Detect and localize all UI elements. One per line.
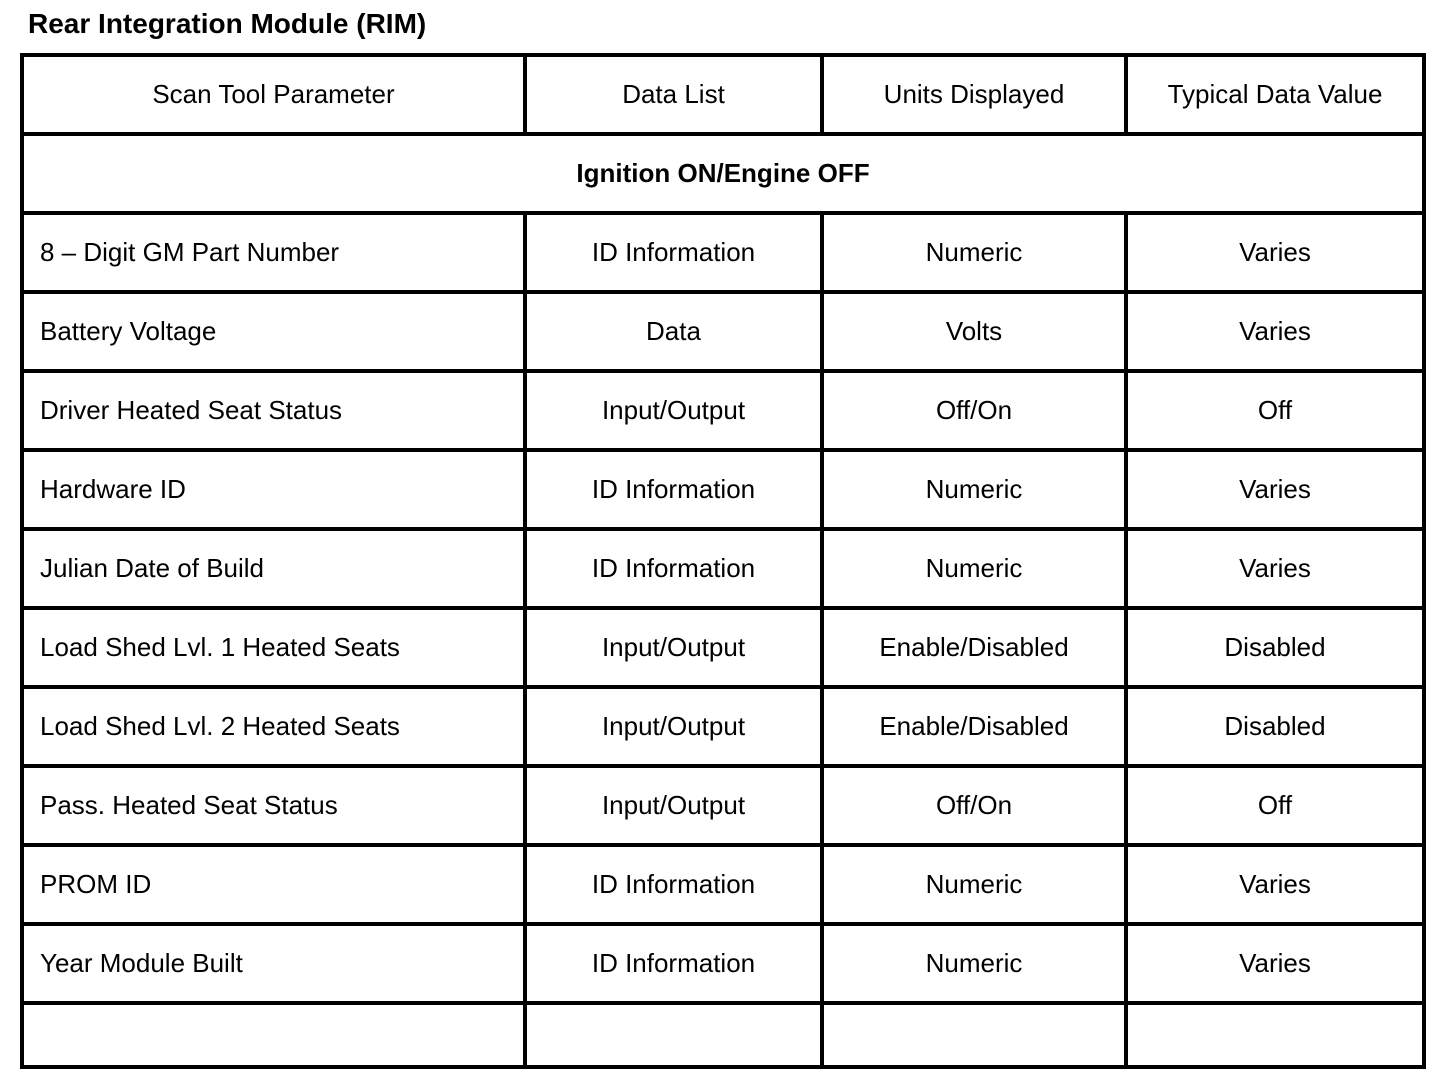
- table-row-partial: [22, 1003, 1424, 1067]
- cell-data-list: ID Information: [525, 529, 822, 608]
- cell-data-list: ID Information: [525, 450, 822, 529]
- cell-units-displayed: Numeric: [822, 845, 1126, 924]
- section-row: [22, 134, 1424, 213]
- cell-units-displayed: Volts: [822, 292, 1126, 371]
- column-header-scan-tool-parameter: Scan Tool Parameter: [22, 55, 525, 134]
- cell-typical-data-value: Varies: [1126, 292, 1424, 371]
- cell-typical-data-value: Disabled: [1126, 608, 1424, 687]
- cell-typical-data-value: Varies: [1126, 529, 1424, 608]
- cell-scan-tool-parameter: Load Shed Lvl. 1 Heated Seats: [22, 608, 525, 687]
- table-header-row: [22, 55, 1424, 134]
- cell-units-displayed: Off/On: [822, 766, 1126, 845]
- cell-typical-data-value: Varies: [1126, 213, 1424, 292]
- table-row: [22, 845, 1424, 924]
- cell-data-list: ID Information: [525, 213, 822, 292]
- cell-units-displayed: Numeric: [822, 450, 1126, 529]
- table-row: [22, 608, 1424, 687]
- table-row: [22, 450, 1424, 529]
- cell-scan-tool-parameter: PROM ID: [22, 845, 525, 924]
- cell-typical-data-value: Varies: [1126, 450, 1424, 529]
- table-row: [22, 529, 1424, 608]
- cell-empty: [22, 1003, 525, 1067]
- cell-units-displayed: Numeric: [822, 213, 1126, 292]
- rim-data-table: [20, 53, 1426, 1069]
- cell-typical-data-value: Off: [1126, 766, 1424, 845]
- cell-units-displayed: Numeric: [822, 924, 1126, 1003]
- table-row: [22, 371, 1424, 450]
- cell-typical-data-value: Varies: [1126, 845, 1424, 924]
- cell-data-list: Input/Output: [525, 687, 822, 766]
- cell-data-list: Data: [525, 292, 822, 371]
- cell-units-displayed: Enable/Disabled: [822, 687, 1126, 766]
- table-row: [22, 766, 1424, 845]
- cell-empty: [1126, 1003, 1424, 1067]
- column-header-data-list: Data List: [525, 55, 822, 134]
- cell-data-list: Input/Output: [525, 608, 822, 687]
- cell-data-list: Input/Output: [525, 766, 822, 845]
- table-row: [22, 687, 1424, 766]
- cell-scan-tool-parameter: Driver Heated Seat Status: [22, 371, 525, 450]
- column-header-typical-data-value: Typical Data Value: [1126, 55, 1424, 134]
- cell-empty: [822, 1003, 1126, 1067]
- cell-scan-tool-parameter: Load Shed Lvl. 2 Heated Seats: [22, 687, 525, 766]
- cell-data-list: ID Information: [525, 924, 822, 1003]
- cell-units-displayed: Off/On: [822, 371, 1126, 450]
- cell-scan-tool-parameter: 8 – Digit GM Part Number: [22, 213, 525, 292]
- table-row: [22, 292, 1424, 371]
- cell-typical-data-value: Off: [1126, 371, 1424, 450]
- cell-units-displayed: Numeric: [822, 529, 1126, 608]
- cell-units-displayed: Enable/Disabled: [822, 608, 1126, 687]
- page-title: Rear Integration Module (RIM): [28, 8, 427, 39]
- cell-scan-tool-parameter: Year Module Built: [22, 924, 525, 1003]
- column-header-units-displayed: Units Displayed: [822, 55, 1126, 134]
- cell-empty: [525, 1003, 822, 1067]
- cell-data-list: Input/Output: [525, 371, 822, 450]
- cell-typical-data-value: Varies: [1126, 924, 1424, 1003]
- cell-data-list: ID Information: [525, 845, 822, 924]
- cell-scan-tool-parameter: Julian Date of Build: [22, 529, 525, 608]
- cell-scan-tool-parameter: Hardware ID: [22, 450, 525, 529]
- section-header-label: Ignition ON/Engine OFF: [22, 134, 1424, 213]
- table-row: [22, 213, 1424, 292]
- table-row: [22, 924, 1424, 1003]
- cell-typical-data-value: Disabled: [1126, 687, 1424, 766]
- cell-scan-tool-parameter: Battery Voltage: [22, 292, 525, 371]
- cell-scan-tool-parameter: Pass. Heated Seat Status: [22, 766, 525, 845]
